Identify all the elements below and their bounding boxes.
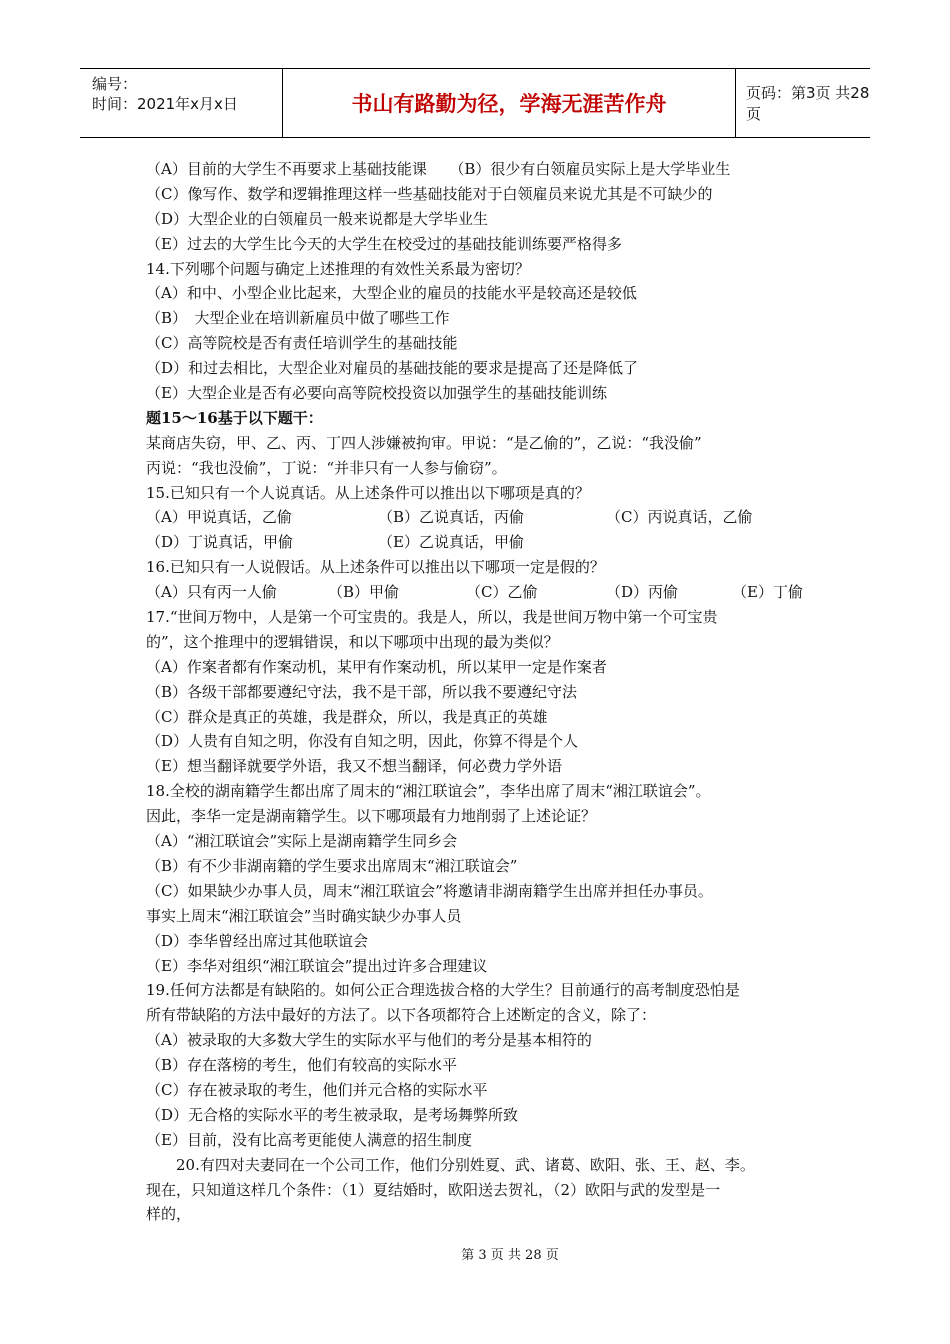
question-17: 17.“世间万物中，人是第一个可宝贵的。我是人，所以，我是世间万物中第一个可宝贵 (146, 608, 718, 627)
question-19: 19.任何方法都是有缺陷的。如何公正合理选拔合格的大学生？目前通行的高考制度恐怕是 (146, 981, 740, 1000)
text-line: （A）目前的大学生不再要求上基础技能课 （B）很少有白领雇员实际上是大学毕业生 (146, 160, 731, 178)
option: （E）乙说真话，甲偷 (378, 533, 524, 552)
text-line: （C）存在被录取的考生，他们并元合格的实际水平 (146, 1080, 488, 1099)
q16-options-row (146, 580, 826, 605)
text-line: 现在，只知道这样几个条件：（1）夏结婚时，欧阳送去贺礼，（2）欧阳与武的发型是一 (146, 1180, 721, 1199)
text-line: （E）想当翻译就要学外语，我又不想当翻译，何必费力学外语 (146, 757, 562, 776)
text-line: （A）“湘江联谊会”实际上是湖南籍学生同乡会 (146, 832, 458, 851)
option: （C）乙偷 (466, 583, 538, 602)
text-line: 事实上周末“湘江联谊会”当时确实缺少办事人员 (146, 906, 462, 925)
document-code-label: 编号： (92, 75, 138, 93)
section-heading: 题15～16基于以下题干： (146, 408, 323, 427)
option: （C）丙说真话，乙偷 (606, 508, 753, 527)
q15-options-row1 (146, 505, 826, 530)
text-line: 的”，这个推理中的逻辑错误，和以下哪项中出现的最为类似？ (146, 632, 559, 651)
page-header (80, 68, 870, 138)
text-line: （E）过去的大学生比今天的大学生在校受过的基础技能训练要严格得多 (146, 234, 622, 253)
text-line: （A）和中、小型企业比起来，大型企业的雇员的技能水平是较高还是较低 (146, 284, 637, 303)
text-line: （A）作案者都有作案动机，某甲有作案动机，所以某甲一定是作案者 (146, 657, 607, 676)
question-15: 15.已知只有一个人说真话。从上述条件可以推出以下哪项是真的？ (146, 483, 590, 502)
question-18: 18.全校的湖南籍学生都出席了周末的“湘江联谊会”，李华出席了周末“湘江联谊会”。 (146, 782, 711, 801)
option: （D）丁说真话，甲偷 (146, 533, 294, 552)
text-line: （E）目前，没有比高考更能使人满意的招生制度 (146, 1130, 472, 1149)
text-line: （D）李华曾经出席过其他联谊会 (146, 931, 369, 950)
option: （B）甲偷 (328, 583, 400, 602)
question-20: 20.有四对夫妻同在一个公司工作，他们分别姓夏、武、诸葛、欧阳、张、王、赵、李。 (176, 1155, 755, 1174)
text-line: 丙说：“我也没偷”，丁说：“并非只有一人参与偷窃”。 (146, 458, 507, 477)
text-line: （C）高等院校是否有责任培训学生的基础技能 (146, 334, 458, 353)
text-line: （E）大型企业是否有必要向高等院校投资以加强学生的基础技能训练 (146, 384, 607, 403)
text-line: 样的， (146, 1205, 192, 1224)
text-line: （D）无合格的实际水平的考生被录取，是考场舞弊所致 (146, 1105, 519, 1124)
text-line: （D）大型企业的白领雇员一般来说都是大学毕业生 (146, 209, 489, 228)
text-line: 某商店失窃，甲、乙、丙、丁四人涉嫌被拘审。甲说：“是乙偷的”，乙说：“我没偷” (146, 433, 702, 452)
document-body (146, 157, 826, 1227)
text-line: 因此，李华一定是湖南籍学生。以下哪项最有力地削弱了上述论证？ (146, 807, 597, 826)
option: （A）甲说真话，乙偷 (146, 508, 292, 527)
document-date: 时间：2021年x月x日 (92, 95, 238, 113)
option: （A）只有丙一人偷 (146, 583, 277, 602)
text-line: （D）人贵有自知之明，你没有自知之明，因此，你算不得是个人 (146, 732, 579, 751)
header-motto: 书山有路勤为径，学海无涯苦作舟 (282, 69, 736, 137)
text-line: （A）被录取的大多数大学生的实际水平与他们的考分是基本相符的 (146, 1031, 592, 1050)
text-line: （C）如果缺少办事人员，周末“湘江联谊会”将邀请非湖南籍学生出席并担任办事员。 (146, 881, 713, 900)
option: （D）丙偷 (606, 583, 679, 602)
text-line: （C）群众是真正的英雄，我是群众，所以，我是真正的英雄 (146, 707, 548, 726)
text-line: （D）和过去相比，大型企业对雇员的基础技能的要求是提高了还是降低了 (146, 359, 639, 378)
text-line: （C）像写作、数学和逻辑推理这样一些基础技能对于白领雇员来说尤其是不可缺少的 (146, 184, 713, 203)
text-line: （B）各级干部都要遵纪守法，我不是干部，所以我不要遵纪守法 (146, 682, 578, 701)
text-line: 所有带缺陷的方法中最好的方法了。以下各项都符合上述断定的含义，除了： (146, 1006, 657, 1025)
question-16: 16.已知只有一人说假话。从上述条件可以推出以下哪项一定是假的？ (146, 558, 605, 577)
header-meta (80, 69, 282, 137)
option: （E）丁偷 (732, 583, 803, 602)
text-line: （B）存在落榜的考生，他们有较高的实际水平 (146, 1056, 458, 1075)
q15-options-row2 (146, 530, 826, 555)
text-line: （B） 大型企业在培训新雇员中做了哪些工作 (146, 309, 450, 328)
option: （B）乙说真话，丙偷 (378, 508, 525, 527)
text-line: （B）有不少非湖南籍的学生要求出席周末“湘江联谊会” (146, 856, 518, 875)
page-footer (0, 1244, 950, 1263)
text-line: （E）李华对组织“湘江联谊会”提出过许多合理建议 (146, 956, 488, 975)
footer-page-number: 第 3 页 共 28 页 (461, 1248, 559, 1263)
question-14: 14.下列哪个问题与确定上述推理的有效性关系最为密切？ (146, 259, 530, 278)
header-page-number: 页码：第3页 共28页 (746, 84, 870, 123)
